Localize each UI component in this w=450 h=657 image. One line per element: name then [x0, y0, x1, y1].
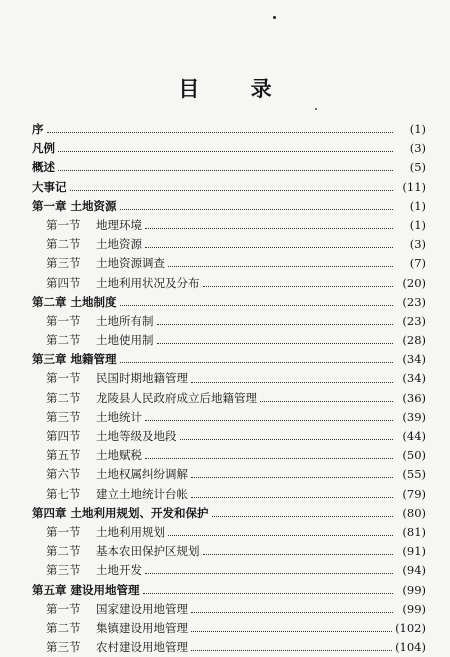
entry-title: 序 — [32, 122, 44, 136]
dot-leader — [145, 228, 393, 229]
entry-title: 土地等级及地段 — [96, 429, 177, 443]
section-number: 第六节 — [46, 467, 81, 482]
section-number: 第二节 — [46, 333, 81, 348]
entry-title: 第二章 土地制度 — [32, 294, 117, 309]
toc-section-entry[interactable] — [32, 312, 426, 331]
dot-leader — [157, 343, 394, 344]
entry-title: 建立土地统计台帐 — [96, 486, 188, 501]
section-number: 第一节 — [46, 371, 81, 386]
dot-leader — [203, 554, 394, 555]
toc-section-entry[interactable] — [32, 446, 426, 465]
entry-title: 民国时期地籍管理 — [96, 371, 188, 386]
section-number: 第二节 — [46, 544, 81, 559]
section-number: 第五节 — [46, 448, 81, 463]
page-number: (7) — [409, 256, 426, 271]
dot-leader — [191, 477, 393, 478]
dot-leader — [168, 535, 393, 536]
page-number: (1) — [409, 217, 426, 232]
toc-section-entry[interactable] — [32, 408, 426, 427]
toc-section-entry[interactable] — [32, 619, 426, 638]
entry-title: 第一章 土地资源 — [32, 198, 117, 213]
toc-section-entry[interactable] — [32, 369, 426, 388]
dot-leader — [145, 573, 393, 574]
toc-chapter-entry[interactable] — [32, 139, 426, 158]
entry-title: 第五章 建设用地管理 — [32, 582, 140, 597]
page-number: (3) — [409, 141, 426, 156]
toc-chapter-entry[interactable] — [32, 197, 426, 216]
entry-title: 概述 — [32, 160, 55, 175]
page-number: (28) — [402, 333, 426, 348]
entry-title: 土地开发 — [96, 563, 142, 578]
section-number: 第三节 — [46, 409, 81, 424]
page-number: (99) — [402, 601, 426, 616]
page-number: (81) — [402, 524, 426, 539]
toc-section-entry[interactable] — [32, 638, 426, 657]
section-number: 第七节 — [46, 486, 81, 501]
dot-leader — [58, 170, 393, 171]
page-number: (99) — [402, 582, 426, 597]
section-number: 第二节 — [46, 390, 81, 405]
section-number: 第一节 — [46, 601, 81, 616]
page-number: (39) — [402, 409, 426, 424]
page-number: (3) — [409, 237, 426, 252]
section-number: 第三节 — [46, 256, 81, 271]
page-number: (20) — [402, 275, 426, 290]
dot-leader — [145, 458, 393, 459]
page-number: (50) — [402, 448, 426, 463]
dot-leader — [191, 631, 392, 632]
page-number: (5) — [409, 160, 426, 175]
entry-title: 凡例 — [32, 141, 55, 156]
toc-chapter-entry[interactable] — [32, 581, 426, 600]
speck-mark — [273, 16, 276, 19]
page-number: (91) — [402, 544, 426, 559]
page-number: (34) — [402, 352, 426, 367]
entry-title: 土地使用制 — [96, 333, 154, 348]
dot-leader — [70, 190, 394, 191]
toc-section-entry[interactable] — [32, 427, 426, 446]
dot-leader — [47, 132, 394, 133]
section-number: 第三节 — [46, 563, 81, 578]
table-of-contents — [32, 120, 426, 657]
page-number: (80) — [402, 505, 426, 520]
toc-section-entry[interactable] — [32, 389, 426, 408]
dot-leader — [145, 247, 393, 248]
dot-leader — [143, 593, 393, 594]
page-number: (34) — [402, 371, 426, 386]
dot-leader — [58, 151, 393, 152]
toc-section-entry[interactable] — [32, 235, 426, 254]
entry-title: 土地资源 — [96, 237, 142, 252]
section-number: 第一节 — [46, 524, 81, 539]
entry-title: 地理环境 — [96, 217, 142, 232]
dot-leader — [212, 516, 393, 517]
toc-section-entry[interactable] — [32, 600, 426, 619]
toc-section-entry[interactable] — [32, 274, 426, 293]
toc-section-entry[interactable] — [32, 542, 426, 561]
speck-mark — [315, 108, 317, 110]
page-number: (23) — [402, 294, 426, 309]
dot-leader — [191, 650, 392, 651]
toc-section-entry[interactable] — [32, 523, 426, 542]
dot-leader — [120, 362, 393, 363]
toc-section-entry[interactable] — [32, 331, 426, 350]
dot-leader — [120, 209, 393, 210]
entry-title: 土地权属纠纷调解 — [96, 467, 188, 482]
entry-title: 土地利用规划 — [96, 524, 165, 539]
toc-section-entry[interactable] — [32, 465, 426, 484]
page-number: (1) — [409, 198, 426, 213]
entry-title: 土地资源调查 — [96, 256, 165, 271]
dot-leader — [260, 401, 393, 402]
dot-leader — [191, 382, 393, 383]
section-number: 第二节 — [46, 237, 81, 252]
page-number: (102) — [395, 620, 426, 635]
toc-section-entry[interactable] — [32, 216, 426, 235]
page-title: 目 录 — [178, 77, 294, 101]
page-number: (94) — [402, 563, 426, 578]
toc-chapter-entry[interactable] — [32, 504, 426, 523]
section-number: 第二节 — [46, 620, 81, 635]
entry-title: 土地统计 — [96, 409, 142, 424]
page-number: (55) — [402, 467, 426, 482]
section-number: 第一节 — [46, 313, 81, 328]
entry-title: 土地所有制 — [96, 313, 154, 328]
entry-title: 大事记 — [32, 179, 67, 194]
entry-title: 龙陵县人民政府成立后地籍管理 — [96, 390, 257, 405]
entry-title: 土地赋税 — [96, 448, 142, 463]
dot-leader — [180, 439, 394, 440]
page-number: (79) — [402, 486, 426, 501]
toc-chapter-entry[interactable] — [32, 178, 426, 197]
entry-title: 集镇建设用地管理 — [96, 620, 188, 635]
toc-chapter-entry[interactable] — [32, 120, 426, 139]
dot-leader — [191, 612, 393, 613]
toc-section-entry[interactable] — [32, 485, 426, 504]
toc-chapter-entry[interactable] — [32, 293, 426, 312]
entry-title: 基本农田保护区规划 — [96, 544, 200, 559]
page-number: (23) — [402, 313, 426, 328]
dot-leader — [120, 305, 393, 306]
toc-section-entry[interactable] — [32, 561, 426, 580]
page-number: (1) — [409, 122, 426, 136]
entry-title: 第四章 土地利用规划、开发和保护 — [32, 505, 209, 520]
dot-leader — [191, 497, 393, 498]
section-number: 第一节 — [46, 217, 81, 232]
page-number: (11) — [402, 179, 426, 194]
dot-leader — [168, 266, 393, 267]
page-number: (44) — [402, 429, 426, 443]
toc-chapter-entry[interactable] — [32, 350, 426, 369]
page-number: (104) — [395, 640, 426, 655]
page-number: (36) — [402, 390, 426, 405]
toc-chapter-entry[interactable] — [32, 158, 426, 177]
dot-leader — [145, 420, 393, 421]
entry-title: 国家建设用地管理 — [96, 601, 188, 616]
entry-title: 土地利用状况及分布 — [96, 275, 200, 290]
section-number: 第四节 — [46, 429, 81, 443]
dot-leader — [157, 324, 394, 325]
entry-title: 第三章 地籍管理 — [32, 352, 117, 367]
dot-leader — [203, 286, 394, 287]
entry-title: 农村建设用地管理 — [96, 640, 188, 655]
section-number: 第三节 — [46, 640, 81, 655]
toc-section-entry[interactable] — [32, 254, 426, 273]
section-number: 第四节 — [46, 275, 81, 290]
